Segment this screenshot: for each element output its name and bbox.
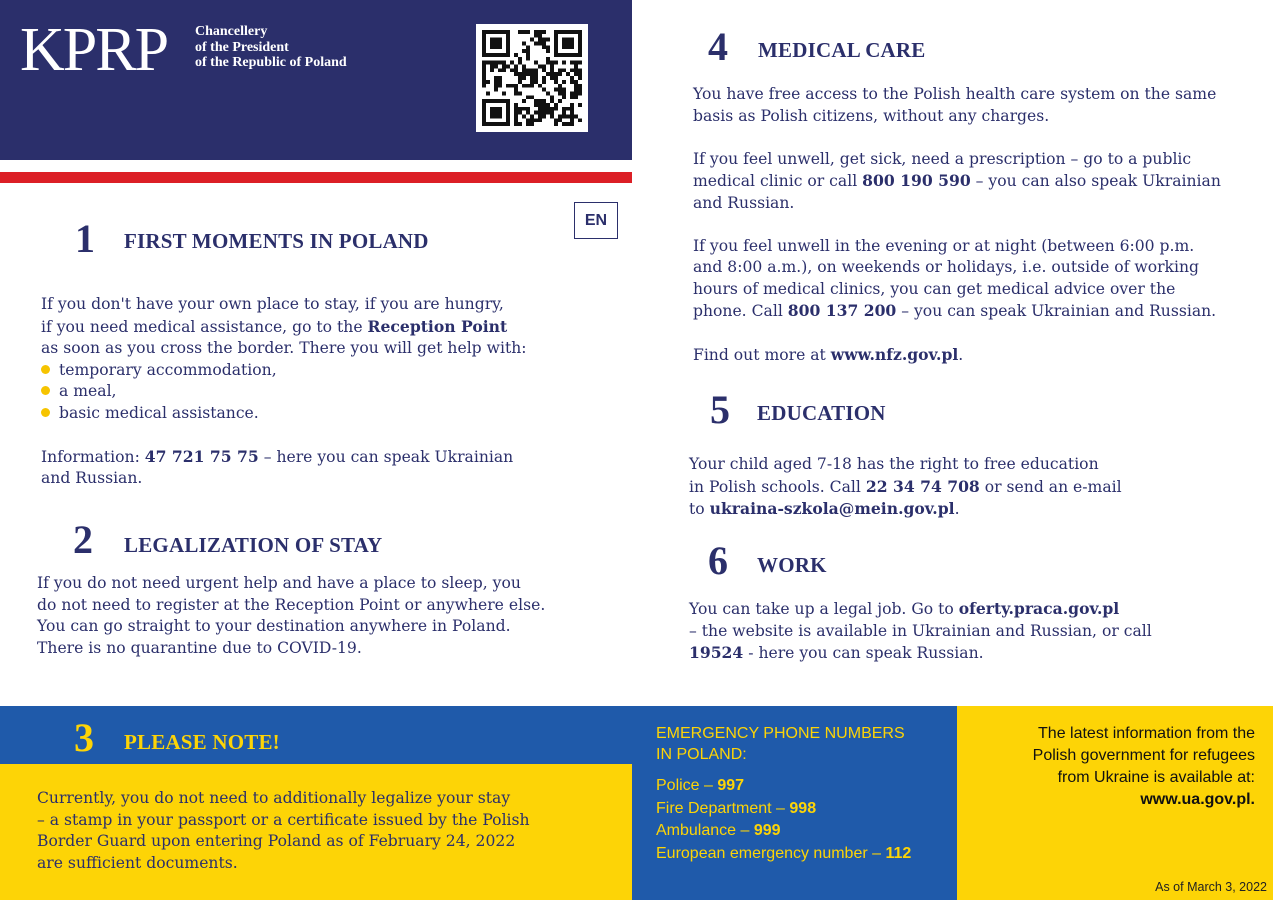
text-line: are sufficient documents.: [37, 853, 238, 872]
emergency-item: [656, 775, 911, 798]
text-line: If you don't have your own place to stay, if you are hungry,: [41, 295, 504, 313]
text-line: Border Guard upon entering Poland as of February 24, 2022: [37, 832, 516, 850]
text-line: Currently, you do not need to additionally legalize your stay: [37, 789, 511, 807]
section-1-title: FIRST MOMENTS IN POLAND: [124, 229, 429, 253]
emergency-number[interactable]: 998: [789, 799, 817, 817]
qr-code-graphic: [482, 30, 582, 126]
section-6-body: [689, 598, 1152, 665]
text-line: [41, 316, 527, 339]
text-line: [689, 476, 1122, 499]
text-span: – you can speak Ukrainian and Russian.: [896, 302, 1217, 320]
text-line: If you do not need urgent help and have a place to sleep, you: [37, 574, 521, 592]
clinic-phone[interactable]: 800 190 590: [862, 171, 971, 190]
section-4-body: [693, 84, 1221, 367]
kprp-logo: KPRP: [20, 16, 168, 84]
emergency-number[interactable]: 997: [717, 777, 745, 794]
text-line: [689, 498, 1122, 521]
section-6-title: WORK: [757, 553, 827, 577]
section-3-title: PLEASE NOTE!: [124, 730, 280, 754]
text-span: phone. Call: [693, 302, 788, 320]
as-of-date: As of March 3, 2022: [1155, 880, 1267, 894]
nfz-link[interactable]: www.nfz.gov.pl: [830, 345, 959, 364]
note-header-band: [0, 706, 632, 764]
text-line: [693, 170, 1221, 193]
section-2-title: LEGALIZATION OF STAY: [124, 533, 383, 557]
text-line: You can go straight to your destination anywhere in Poland.: [37, 617, 511, 635]
text-line: from Ukraine is available at:: [1057, 769, 1255, 786]
text-line: [693, 300, 1221, 323]
night-advice-phone[interactable]: 800 137 200: [787, 301, 897, 320]
language-badge: EN: [574, 202, 618, 239]
section-4-number: 4: [708, 24, 728, 69]
text-line: basis as Polish citizens, without any charges.: [693, 106, 1050, 125]
emergency-label: Fire Department –: [656, 799, 790, 817]
text-line: If you feel unwell, get sick, need a prescription – go to a public: [693, 149, 1192, 168]
section-2-body: [37, 573, 545, 659]
list-item: basic medical assistance.: [41, 403, 527, 425]
emergency-label: Ambulance –: [656, 822, 754, 839]
section-5-number: 5: [710, 387, 730, 432]
section-1-number: 1: [75, 216, 95, 261]
ua-gov-link[interactable]: www.ua.gov.pl.: [1140, 791, 1255, 808]
emergency-item: [656, 843, 911, 866]
emergency-title: [656, 723, 905, 765]
section-3-number: 3: [74, 715, 94, 760]
text-line: There is no quarantine due to COVID-19.: [37, 638, 362, 657]
text-span: – you can also speak Ukrainian: [970, 172, 1221, 190]
text-line: [689, 598, 1152, 621]
emergency-label: Police –: [656, 777, 718, 794]
text-span: - here you can speak Russian.: [743, 644, 984, 662]
text-line: as soon as you cross the border. There you will get help with:: [41, 339, 527, 357]
list-item: a meal,: [41, 381, 527, 403]
chancellery-line: of the President: [195, 39, 289, 55]
text-line: and Russian.: [693, 193, 795, 212]
emergency-number[interactable]: 112: [885, 844, 912, 862]
chancellery-line: of the Republic of Poland: [195, 55, 347, 70]
text-line: If you feel unwell in the evening or at night (between 6:00 p.m.: [693, 236, 1195, 255]
emergency-label: European emergency number –: [656, 844, 886, 862]
chancellery-line: Chancellery: [195, 24, 268, 39]
info-phone[interactable]: 47 721 75 75: [144, 446, 259, 466]
chancellery-name: [195, 24, 347, 71]
text-line: do not need to register at the Reception Point or anywhere else.: [37, 595, 546, 614]
flag-red-stripe: [0, 172, 632, 183]
emergency-list: [656, 775, 911, 865]
emergency-item: [656, 798, 911, 821]
text-line: You have free access to the Polish health care system on the same: [693, 85, 1217, 103]
text-line: Your child aged 7-18 has the right to free education: [689, 455, 1099, 473]
reception-point-text: Reception Point: [367, 316, 508, 336]
text-span: Information:: [41, 447, 145, 466]
education-email[interactable]: ukraina-szkola@mein.gov.pl: [709, 499, 955, 518]
section-5-body: [689, 454, 1122, 521]
section-1-body: [41, 294, 527, 490]
text-line: [689, 642, 1152, 665]
qr-code[interactable]: [476, 24, 588, 132]
text-span: You can take up a legal job. Go to: [689, 600, 959, 618]
emergency-number[interactable]: 999: [753, 822, 781, 839]
text-span: to: [689, 500, 710, 518]
section-2-number: 2: [73, 517, 93, 562]
text-span: or send an e-mail: [979, 477, 1122, 496]
section-4-title: MEDICAL CARE: [758, 38, 926, 62]
emergency-item: [656, 820, 911, 843]
education-phone[interactable]: 22 34 74 708: [865, 476, 980, 496]
text-line: and 8:00 a.m.), on weekends or holidays, i.e. outside of working: [693, 258, 1200, 276]
text-line: The latest information from the: [1038, 725, 1255, 742]
section-5-title: EDUCATION: [757, 401, 886, 425]
text-line: Polish government for refugees: [1032, 747, 1255, 764]
text-span: .: [958, 346, 964, 364]
text-line: [693, 344, 1221, 367]
work-phone[interactable]: 19524: [689, 643, 744, 662]
text-line: – a stamp in your passport or a certificate issued by the Polish: [37, 810, 530, 829]
text-span: if you need medical assistance, go to the: [41, 317, 368, 336]
text-line: and Russian.: [41, 469, 143, 487]
text-span: in Polish schools. Call: [689, 477, 866, 496]
text-span: – here you can speak Ukrainian: [258, 447, 514, 466]
info-line: [41, 446, 527, 469]
text-line: EMERGENCY PHONE NUMBERS: [656, 725, 905, 742]
text-span: medical clinic or call: [693, 172, 863, 190]
text-span: Find out more at: [693, 346, 831, 364]
text-line: – the website is available in Ukrainian and Russian, or call: [689, 621, 1152, 640]
text-line: hours of medical clinics, you can get medical advice over the: [693, 279, 1176, 298]
section-3-body: [37, 788, 530, 874]
section-6-number: 6: [708, 538, 728, 583]
text-span: .: [954, 500, 960, 518]
text-line: IN POLAND:: [656, 746, 747, 763]
latest-info: [965, 723, 1255, 811]
list-item: temporary accommodation,: [41, 360, 527, 382]
work-link[interactable]: oferty.praca.gov.pl: [958, 599, 1120, 618]
